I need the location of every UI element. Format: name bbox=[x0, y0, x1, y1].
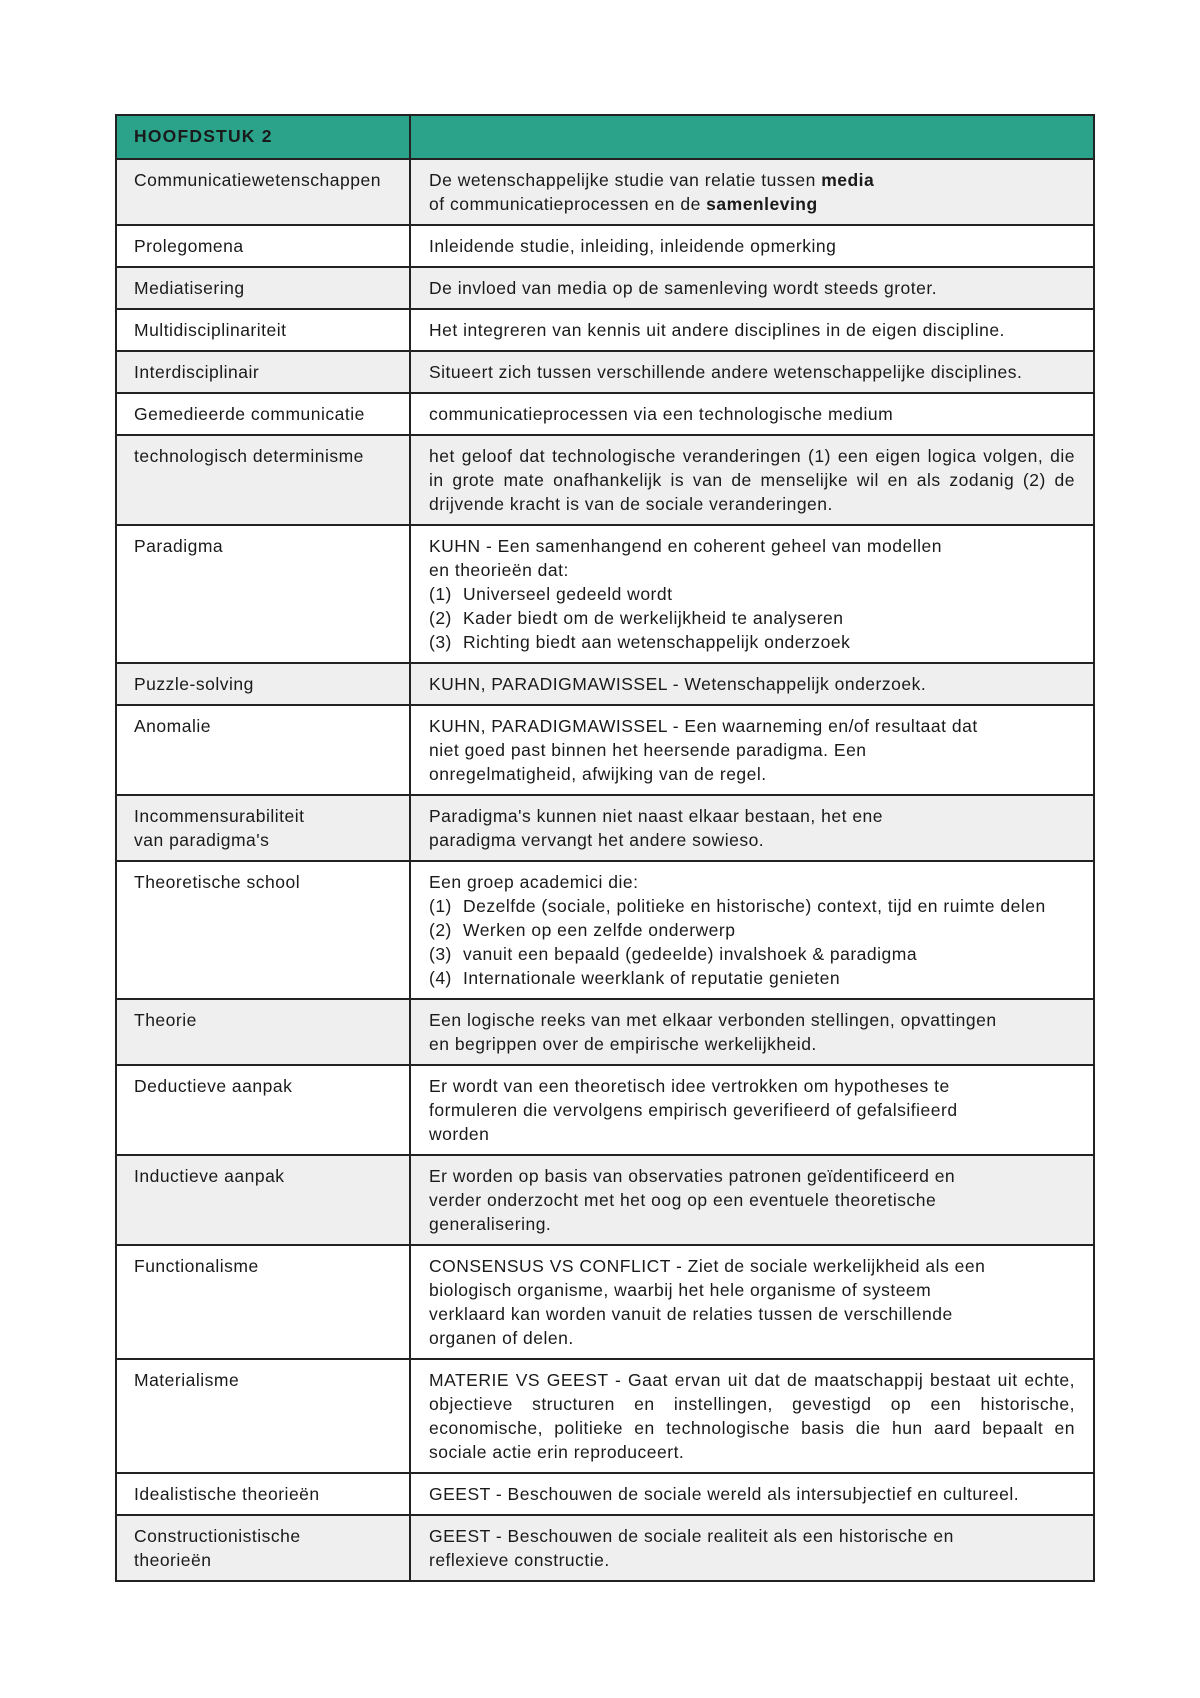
table-row bbox=[116, 435, 1094, 525]
table-row bbox=[116, 525, 1094, 663]
term-cell: Anomalie bbox=[116, 705, 410, 795]
list-item: (1) Universeel gedeeld wordt bbox=[429, 584, 673, 604]
table-row bbox=[116, 861, 1094, 999]
table-row bbox=[116, 1359, 1094, 1473]
table-row bbox=[116, 225, 1094, 267]
term-cell: Communicatiewetenschappen bbox=[116, 159, 410, 225]
definition-cell: GEEST - Beschouwen de sociale wereld als intersubjectief en cultureel. bbox=[410, 1473, 1094, 1515]
term-cell: Prolegomena bbox=[116, 225, 410, 267]
table-row bbox=[116, 1155, 1094, 1245]
definition-cell: MATERIE VS GEEST - Gaat ervan uit dat de maatschappij bestaat uit echte, objectieve structuren en instellingen, gevestigd op een historische, economische, politieke en technologische basis die hun aard bepaalt en sociale actie erin reproduceert. bbox=[410, 1359, 1094, 1473]
table-row bbox=[116, 267, 1094, 309]
term-cell: Functionalisme bbox=[116, 1245, 410, 1359]
list-item: (2) Kader biedt om de werkelijkheid te analyseren bbox=[429, 608, 844, 628]
list-item: (1) Dezelfde (sociale, politieke en historische) context, tijd en ruimte delen bbox=[429, 896, 1046, 916]
table-row bbox=[116, 1065, 1094, 1155]
table-row bbox=[116, 393, 1094, 435]
chapter-title: HOOFDSTUK 2 bbox=[134, 126, 273, 146]
glossary-table bbox=[115, 114, 1095, 1582]
table-row bbox=[116, 1515, 1094, 1581]
table-row bbox=[116, 351, 1094, 393]
numbered-list bbox=[429, 894, 1075, 990]
definition-cell: KUHN, PARADIGMAWISSEL - Wetenschappelijk onderzoek. bbox=[410, 663, 1094, 705]
definition-cell: De wetenschappelijke studie van relatie tussen media of communicatieprocessen en de samenleving bbox=[410, 159, 1094, 225]
definition-cell: Een groep academici die: (1) Dezelfde (sociale, politieke en historische) context, tijd en ruimte delen (2) Werken op een zelfde onderwerp (3) vanuit een bepaald (gedeelde) invalshoek & paradigma (4) Internationale weerklank of reputatie genieten bbox=[410, 861, 1094, 999]
term-cell: Incommensurabiliteit van paradigma's bbox=[116, 795, 410, 861]
list-item: (4) Internationale weerklank of reputatie genieten bbox=[429, 968, 841, 988]
header-empty-cell bbox=[410, 115, 1094, 159]
table-row bbox=[116, 705, 1094, 795]
term-cell: Deductieve aanpak bbox=[116, 1065, 410, 1155]
list-item: (2) Werken op een zelfde onderwerp bbox=[429, 920, 736, 940]
table-row bbox=[116, 1245, 1094, 1359]
definition-cell: Inleidende studie, inleiding, inleidende opmerking bbox=[410, 225, 1094, 267]
definition-cell: Er worden op basis van observaties patronen geïdentificeerd en verder onderzocht met het oog op een eventuele theoretische generalisering. bbox=[410, 1155, 1094, 1245]
term-cell: Gemedieerde communicatie bbox=[116, 393, 410, 435]
list-item: (3) Richting biedt aan wetenschappelijk onderzoek bbox=[429, 632, 851, 652]
definition-cell: GEEST - Beschouwen de sociale realiteit als een historische en reflexieve constructie. bbox=[410, 1515, 1094, 1581]
definition-cell: KUHN - Een samenhangend en coherent geheel van modellen en theorieën dat: (1) Universeel gedeeld wordt (2) Kader biedt om de werkelijkheid te analyseren (3) Richting biedt aan wetenschappelijk onderzoek bbox=[410, 525, 1094, 663]
term-cell: Puzzle-solving bbox=[116, 663, 410, 705]
term-cell: Materialisme bbox=[116, 1359, 410, 1473]
definition-cell: CONSENSUS VS CONFLICT - Ziet de sociale werkelijkheid als een biologisch organisme, waarbij het hele organisme of systeem verklaard kan worden vanuit de relaties tussen de verschillende organen of delen. bbox=[410, 1245, 1094, 1359]
definition-cell: Er wordt van een theoretisch idee vertrokken om hypotheses te formuleren die vervolgens empirisch geverifieerd of gefalsifieerd worden bbox=[410, 1065, 1094, 1155]
definition-cell: De invloed van media op de samenleving wordt steeds groter. bbox=[410, 267, 1094, 309]
term-cell: Paradigma bbox=[116, 525, 410, 663]
definition-cell: Situeert zich tussen verschillende andere wetenschappelijke disciplines. bbox=[410, 351, 1094, 393]
definition-cell: Een logische reeks van met elkaar verbonden stellingen, opvattingen en begrippen over de empirische werkelijkheid. bbox=[410, 999, 1094, 1065]
table-row bbox=[116, 309, 1094, 351]
table-row bbox=[116, 999, 1094, 1065]
table-row bbox=[116, 1473, 1094, 1515]
term-cell: Constructionistische theorieën bbox=[116, 1515, 410, 1581]
definition-cell: het geloof dat technologische veranderingen (1) een eigen logica volgen, die in grote mate onafhankelijk is van de menselijke wil en als zodanig (2) de drijvende kracht is van de sociale veranderingen. bbox=[410, 435, 1094, 525]
term-cell: Theoretische school bbox=[116, 861, 410, 999]
table-row bbox=[116, 795, 1094, 861]
definition-cell: KUHN, PARADIGMAWISSEL - Een waarneming en/of resultaat dat niet goed past binnen het heersende paradigma. Een onregelmatigheid, afwijking van de regel. bbox=[410, 705, 1094, 795]
definition-cell: communicatieprocessen via een technologische medium bbox=[410, 393, 1094, 435]
term-cell: Interdisciplinair bbox=[116, 351, 410, 393]
definition-cell: Paradigma's kunnen niet naast elkaar bestaan, het ene paradigma vervangt het andere sowieso. bbox=[410, 795, 1094, 861]
list-item: (3) vanuit een bepaald (gedeelde) invalshoek & paradigma bbox=[429, 944, 918, 964]
table-header-row bbox=[116, 115, 1094, 159]
numbered-list bbox=[429, 582, 1075, 654]
term-cell: Idealistische theorieën bbox=[116, 1473, 410, 1515]
term-cell: Mediatisering bbox=[116, 267, 410, 309]
table-row bbox=[116, 663, 1094, 705]
term-cell: Multidisciplinariteit bbox=[116, 309, 410, 351]
term-cell: technologisch determinisme bbox=[116, 435, 410, 525]
definition-cell: Het integreren van kennis uit andere disciplines in de eigen discipline. bbox=[410, 309, 1094, 351]
table-row bbox=[116, 159, 1094, 225]
term-cell: Inductieve aanpak bbox=[116, 1155, 410, 1245]
term-cell: Theorie bbox=[116, 999, 410, 1065]
